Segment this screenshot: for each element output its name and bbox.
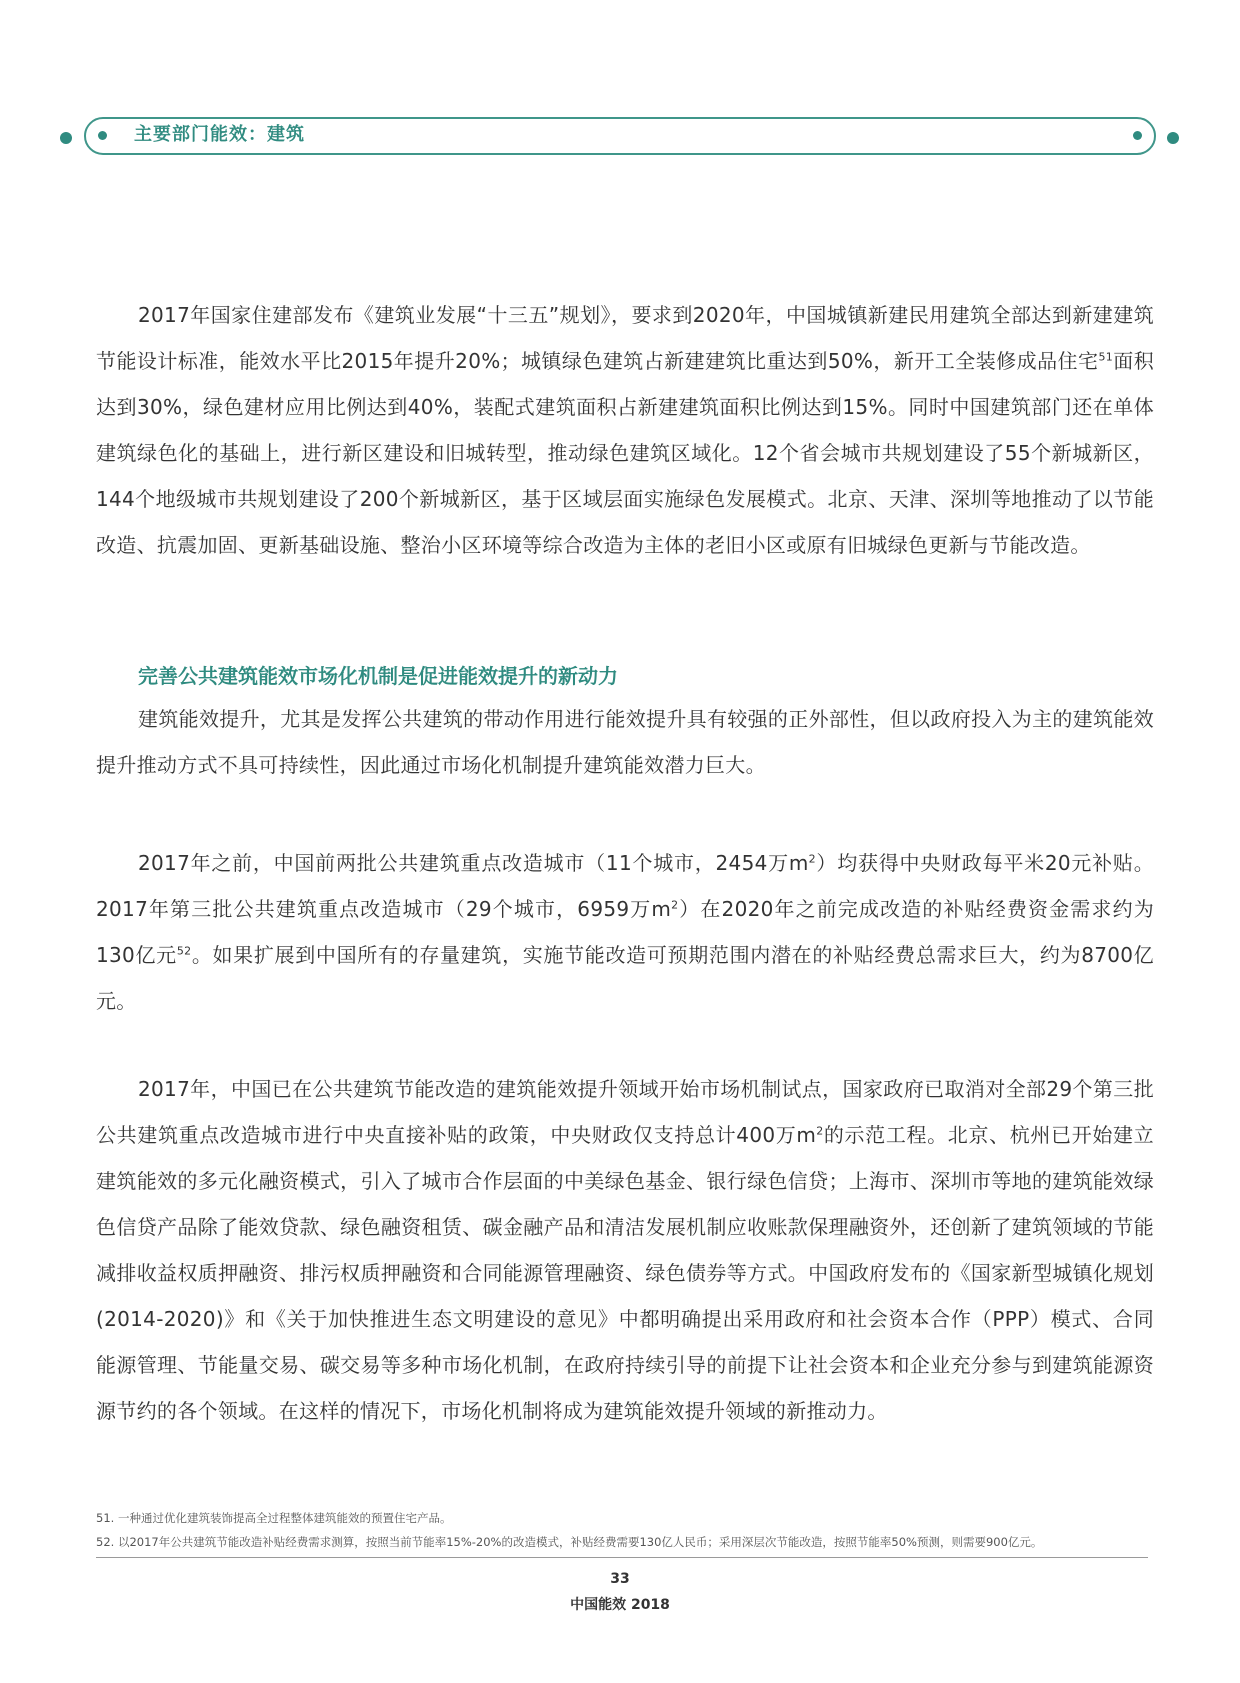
paragraph-1-block xyxy=(96,292,1154,568)
superscript-2: 2 xyxy=(671,898,679,912)
footnotes xyxy=(96,1506,1156,1554)
page-number: 33 xyxy=(610,1571,630,1587)
footnote-ref-51[interactable]: 51 xyxy=(1098,350,1114,364)
header-dot-right-inner xyxy=(1133,131,1142,140)
section-heading: 完善公共建筑能效市场化机制是促进能效提升的新动力 xyxy=(138,664,618,688)
paragraph-4-text-b: 的示范工程。北京、杭州已开始建立建筑能效的多元化融资模式，引入了城市合作层面的中美绿色基金、银行绿色信贷；上海市、深圳市等地的建筑能效绿色信贷产品除了能效贷款、绿色融资租赁、碳金融产品和清洁发展机制应收账款保理融资外，还创新了建筑领域的节能减排收益权质押融资、排污权质押融资和合同能源管理融资、绿色债券等方式。中国政府发布的《国家新型城镇化规划(2014-2020)》和《关于加快推进生态文明建设的意见》中都明确提出采用政府和社会资本合作（PPP）模式、合同能源管理、节能量交易、碳交易等多种市场化机制，在政府持续引导的前提下让社会资本和企业充分参与到建筑能源资源节约的各个领域。在这样的情况下，市场化机制将成为建筑能效提升领域的新推动力。 xyxy=(96,1123,1154,1423)
footnote-51: 51. 一种通过优化建筑装饰提高全过程整体建筑能效的预置住宅产品。 xyxy=(96,1511,452,1525)
publication-title: 中国能效 2018 xyxy=(570,1597,670,1613)
header-dot-left-inner xyxy=(98,131,107,140)
section-header xyxy=(84,117,1156,155)
paragraph-3 xyxy=(96,840,1154,1024)
paragraph-4-text-a: 2017年，中国已在公共建筑节能改造的建筑能效提升领域开始市场机制试点，国家政府已取消对全部29个第三批公共建筑重点改造城市进行中央直接补贴的政策，中央财政仅支持总计400万m xyxy=(96,1077,1154,1147)
header-dot-right-outer xyxy=(1167,132,1179,144)
footer-divider xyxy=(96,1557,1148,1558)
paragraph-4-block xyxy=(96,1066,1154,1434)
superscript-2: 2 xyxy=(816,1124,824,1138)
paragraph-1-text-rest: 面积达到30%，绿色建材应用比例达到40%，装配式建筑面积占新建建筑面积比例达到15%。同时中国建筑部门还在单体建筑绿色化的基础上，进行新区建设和旧城转型，推动绿色建筑区域化。12个省会城市共规划建设了55个新城新区，144个地级城市共规划建设了200个新城新区，基于区域层面实施绿色发展模式。北京、天津、深圳等地推动了以节能改造、抗震加固、更新基础设施、整治小区环境等综合改造为主体的老旧小区或原有旧城绿色更新与节能改造。 xyxy=(96,349,1154,557)
paragraph-3-text-b: ）均获得中央财政每平米20元补贴。2017年第三批公共建筑重点改造城市（29个城市，6959万m xyxy=(96,851,1154,921)
header-dot-left-outer xyxy=(60,132,72,144)
paragraph-4 xyxy=(96,1066,1154,1434)
paragraph-3-text-d: 。如果扩展到中国所有的存量建筑，实施节能改造可预期范围内潜在的补贴经费总需求巨大，约为8700亿元。 xyxy=(96,943,1154,1013)
superscript-2: 2 xyxy=(808,852,816,866)
section-title: 主要部门能效：建筑 xyxy=(134,124,305,145)
paragraph-1 xyxy=(96,292,1154,568)
footnote-52: 52. 以2017年公共建筑节能改造补贴经费需求测算，按照当前节能率15%-20%的改造模式，补贴经费需要130亿人民币；采用深层次节能改造，按照节能率50%预测，则需要900亿元。 xyxy=(96,1535,1043,1549)
paragraph-3-text-a: 2017年之前，中国前两批公共建筑重点改造城市（11个城市，2454万m xyxy=(138,851,809,875)
paragraph-1-text: 2017年国家住建部发布《建筑业发展“十三五”规划》，要求到2020年，中国城镇新建民用建筑全部达到新建建筑节能设计标准，能效水平比2015年提升20%；城镇绿色建筑占新建建筑比重达到50%，新开工全装修成品住宅 xyxy=(96,303,1154,373)
footnote-ref-52[interactable]: 52 xyxy=(176,944,192,958)
paragraph-2: 建筑能效提升，尤其是发挥公共建筑的带动作用进行能效提升具有较强的正外部性，但以政府投入为主的建筑能效提升推动方式不具可持续性，因此通过市场化机制提升建筑能效潜力巨大。 xyxy=(96,707,1154,777)
paragraph-3-block xyxy=(96,840,1154,1024)
paragraph-3-text-c: ）在2020年之前完成改造的补贴经费资金需求约为130亿元 xyxy=(96,897,1154,967)
section-block xyxy=(96,659,1154,788)
